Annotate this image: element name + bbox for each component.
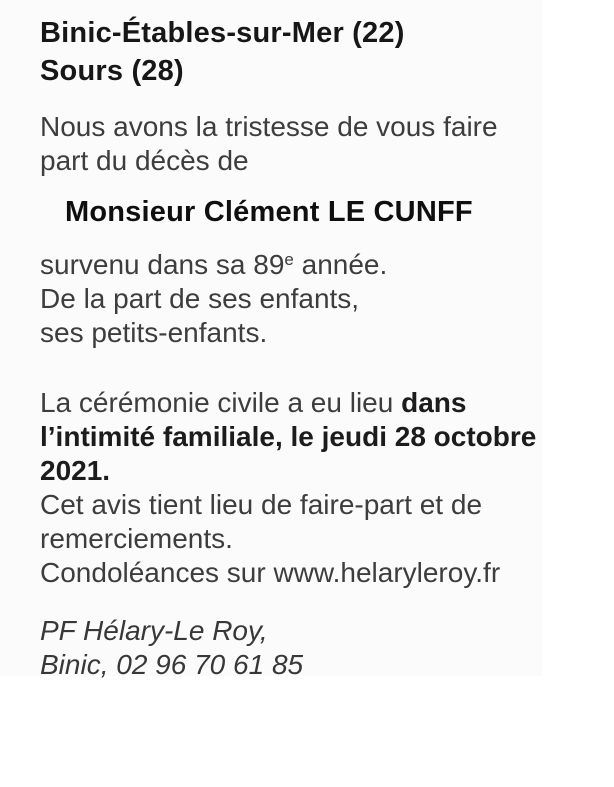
legal-line-2: remerciements. [40,523,233,554]
age-suffix: année. [293,249,388,280]
ceremony-line-2: l’intimité familiale, le jeudi 28 octobre [40,421,537,452]
funeral-home-contact: Binic, 02 96 70 61 85 [40,649,304,680]
condolences-prefix: Condoléances sur [40,557,274,588]
ceremony-regular-text: La cérémonie civile a eu lieu [40,387,402,418]
funeral-home-name: PF Hélary-Le Roy, [40,615,268,646]
intro-paragraph [40,110,578,178]
age-line [40,248,578,282]
intro-line-2: part du décès de [40,145,249,176]
ceremony-paragraph [40,386,578,590]
ceremony-bold-start: dans [401,387,467,418]
ceremony-line-1 [40,386,578,420]
condolences-url: www.helaryleroy.fr [273,557,501,588]
location-heading [40,14,578,90]
intro-line-1: Nous avons la tristesse de vous faire [40,111,498,142]
family-line-2: ses petits-enfants. [40,317,268,348]
age-prefix: survenu dans sa 89 [40,249,285,280]
ceremony-line-3: 2021. [40,455,111,486]
condolences-line [40,556,578,590]
family-paragraph [40,248,578,350]
ordinal-superscript: e [284,250,294,269]
location-line-2: Sours (28) [40,55,184,87]
funeral-home-signature [40,614,578,682]
family-line-1: De la part de ses enfants, [40,283,360,314]
legal-line-1: Cet avis tient lieu de faire-part et de [40,489,483,520]
deceased-name: Monsieur Clément LE CUNFF [65,196,473,228]
location-line-1: Binic-Étables-sur-Mer (22) [40,17,405,49]
